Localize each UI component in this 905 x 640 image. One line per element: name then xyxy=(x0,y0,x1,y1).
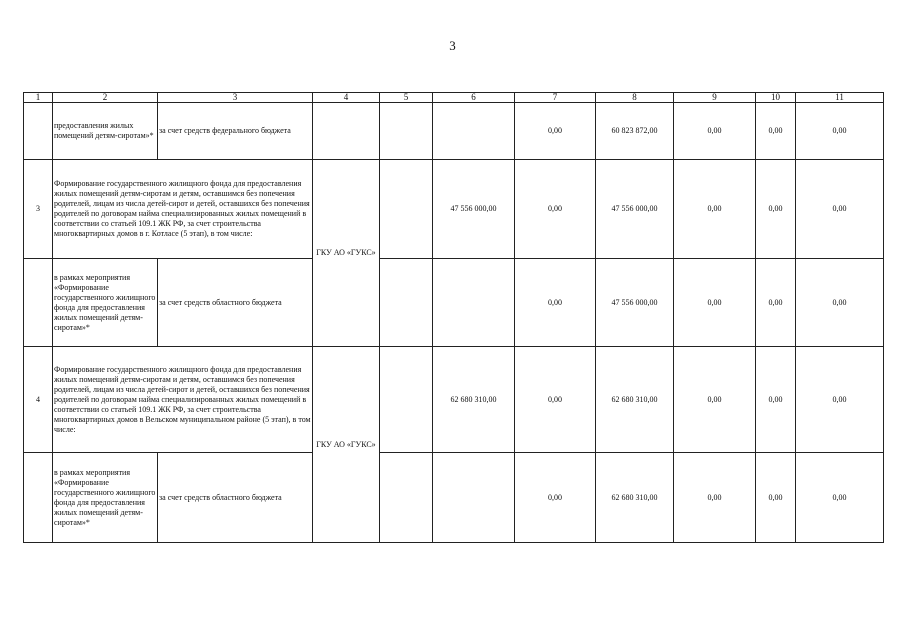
table-row xyxy=(24,160,884,259)
column-number: 7 xyxy=(515,93,596,103)
cell-col9: 0,00 xyxy=(674,259,756,347)
cell-col6 xyxy=(433,259,515,347)
executor: ГКУ АО «ГУКС» xyxy=(313,347,380,543)
cell-col8: 62 680 310,00 xyxy=(596,347,674,453)
executor-cell xyxy=(313,103,380,160)
activity-description: предоставления жилых помещений детям-сиротам»* xyxy=(53,103,158,160)
cell-col8: 62 680 310,00 xyxy=(596,453,674,543)
cell-col10: 0,00 xyxy=(756,259,796,347)
column-number: 8 xyxy=(596,93,674,103)
cell-col10: 0,00 xyxy=(756,347,796,453)
activity-description: в рамках мероприятия «Формирование государственного жилищного фонда для предоставления жилых помещений детям-сиротам»* xyxy=(53,259,158,347)
column-number: 1 xyxy=(24,93,53,103)
funding-source: за счет средств областного бюджета xyxy=(158,259,313,347)
cell-col8: 47 556 000,00 xyxy=(596,259,674,347)
column-number: 9 xyxy=(674,93,756,103)
activity-title: Формирование государственного жилищного фонда для предоставления жилых помещений детям-сиротам и детям, оставшимся без попечения родителей, лицам из числа детей-сирот и детей, оставшихся без попечения родителей по договорам найма специализированных жилых помещений в соответствии со статьей 109.1 ЖК РФ, за счет строительства многоквартирных домов в г. Котласе (5 этап), в том числе: xyxy=(53,160,313,259)
cell-col5 xyxy=(380,453,433,543)
table-row xyxy=(24,259,884,347)
cell-col5 xyxy=(380,103,433,160)
funding-source: за счет средств федерального бюджета xyxy=(158,103,313,160)
activity-title: Формирование государственного жилищного фонда для предоставления жилых помещений детям-сиротам и детям, оставшимся без попечения родителей, лицам из числа детей-сирот и детей, оставшихся без попечения родителей по договорам найма специализированных жилых помещений в соответствии со статьей 109.1 ЖК РФ, за счет строительства многоквартирных домов в Вельском муниципальном районе (5 этап), в том числе: xyxy=(53,347,313,453)
table-row xyxy=(24,347,884,453)
cell-col11: 0,00 xyxy=(796,103,884,160)
cell-col8: 60 823 872,00 xyxy=(596,103,674,160)
cell-col9: 0,00 xyxy=(674,453,756,543)
column-number: 6 xyxy=(433,93,515,103)
row-number-cell xyxy=(24,259,53,347)
cell-col11: 0,00 xyxy=(796,347,884,453)
cell-col7: 0,00 xyxy=(515,347,596,453)
cell-col9: 0,00 xyxy=(674,347,756,453)
cell-col10: 0,00 xyxy=(756,103,796,160)
column-number: 10 xyxy=(756,93,796,103)
cell-col5 xyxy=(380,259,433,347)
cell-col7: 0,00 xyxy=(515,453,596,543)
cell-col6: 47 556 000,00 xyxy=(433,160,515,259)
row-number-cell xyxy=(24,453,53,543)
cell-col10: 0,00 xyxy=(756,160,796,259)
cell-col5 xyxy=(380,347,433,453)
executor: ГКУ АО «ГУКС» xyxy=(313,160,380,347)
table-row xyxy=(24,103,884,160)
page-number: 3 xyxy=(449,38,456,53)
cell-col6: 62 680 310,00 xyxy=(433,347,515,453)
cell-col7: 0,00 xyxy=(515,259,596,347)
row-number: 4 xyxy=(24,347,53,453)
cell-col9: 0,00 xyxy=(674,160,756,259)
column-number: 4 xyxy=(313,93,380,103)
cell-col11: 0,00 xyxy=(796,453,884,543)
cell-col8: 47 556 000,00 xyxy=(596,160,674,259)
program-table xyxy=(23,92,884,543)
cell-col7: 0,00 xyxy=(515,160,596,259)
row-number: 3 xyxy=(24,160,53,259)
column-number: 5 xyxy=(380,93,433,103)
cell-col5 xyxy=(380,160,433,259)
funding-source: за счет средств областного бюджета xyxy=(158,453,313,543)
column-number-row xyxy=(24,93,884,103)
column-number: 3 xyxy=(158,93,313,103)
column-number: 2 xyxy=(53,93,158,103)
row-number-cell xyxy=(24,103,53,160)
cell-col10: 0,00 xyxy=(756,453,796,543)
cell-col6 xyxy=(433,103,515,160)
cell-col6 xyxy=(433,453,515,543)
cell-col9: 0,00 xyxy=(674,103,756,160)
table-row xyxy=(24,453,884,543)
cell-col11: 0,00 xyxy=(796,259,884,347)
column-number: 11 xyxy=(796,93,884,103)
activity-description: в рамках мероприятия «Формирование государственного жилищного фонда для предоставления жилых помещений детям-сиротам»* xyxy=(53,453,158,543)
cell-col7: 0,00 xyxy=(515,103,596,160)
cell-col11: 0,00 xyxy=(796,160,884,259)
